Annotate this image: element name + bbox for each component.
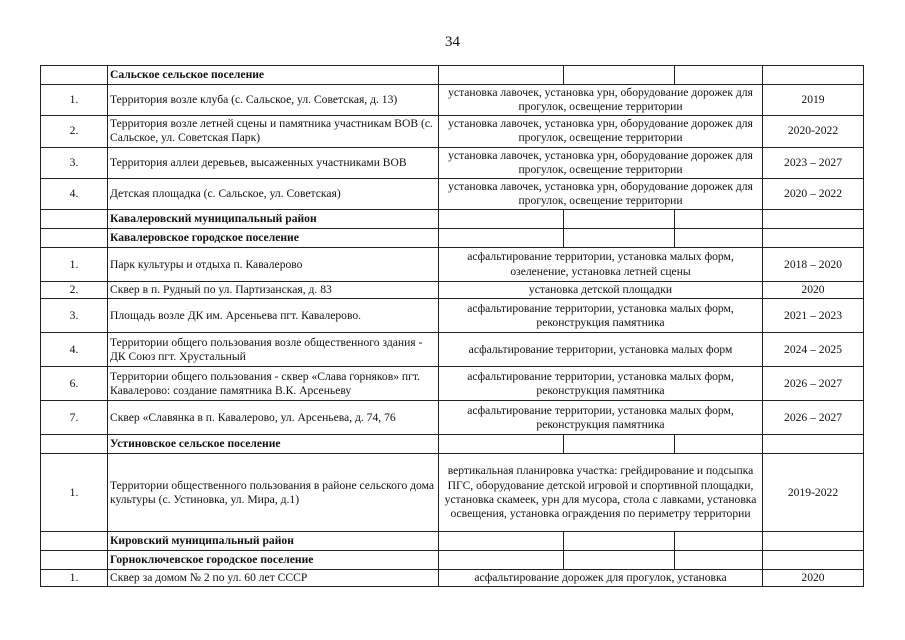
territory-name: Площадь возле ДК им. Арсеньева пгт. Кавалерово.: [108, 299, 439, 333]
empty-cell: [763, 66, 864, 85]
row-number-cell: [41, 229, 108, 248]
page-number: 34: [445, 34, 460, 50]
works-description: установка лавочек, установка урн, оборудование дорожек для прогулок, освещение территории: [439, 116, 763, 147]
territory-name: Сквер за домом № 2 по ул. 60 лет СССР: [108, 570, 439, 587]
territory-name: Территории общественного пользования в районе сельского дома культуры (с. Устиновка, ул. Мира, д.1): [108, 454, 439, 532]
row-number: 1.: [41, 454, 108, 532]
section-title: Сальское сельское поселение: [108, 66, 439, 85]
empty-cell: [675, 551, 763, 570]
territory-name: Территории общего пользования - сквер «Слава горняков» пгт. Кавалерово: создание памятника В.К. Арсеньеву: [108, 367, 439, 401]
section-row: [41, 229, 864, 248]
row-number: 1.: [41, 570, 108, 587]
implementation-years: 2020: [763, 570, 864, 587]
implementation-years: 2026 – 2027: [763, 367, 864, 401]
row-number: 2.: [41, 282, 108, 299]
empty-cell: [564, 551, 675, 570]
section-row: [41, 210, 864, 229]
table-row: [41, 570, 864, 587]
section-title: Кавалеровский муниципальный район: [108, 210, 439, 229]
empty-cell: [439, 210, 564, 229]
empty-cell: [439, 532, 564, 551]
implementation-years: 2024 – 2025: [763, 333, 864, 367]
territory-name: Территория возле клуба (с. Сальское, ул. Советская, д. 13): [108, 85, 439, 116]
implementation-years: 2026 – 2027: [763, 401, 864, 435]
row-number: 4.: [41, 178, 108, 209]
territory-name: Территории общего пользования возле общественного здания - ДК Союз пгт. Хрустальный: [108, 333, 439, 367]
table-row: [41, 248, 864, 282]
empty-cell: [763, 210, 864, 229]
section-row: [41, 435, 864, 454]
row-number-cell: [41, 532, 108, 551]
implementation-years: 2020 – 2022: [763, 178, 864, 209]
section-title: Кировский муниципальный район: [108, 532, 439, 551]
row-number-cell: [41, 435, 108, 454]
row-number: 3.: [41, 147, 108, 178]
empty-cell: [439, 66, 564, 85]
section-row: [41, 66, 864, 85]
territory-name: Детская площадка (с. Сальское, ул. Советская): [108, 178, 439, 209]
works-description: асфальтирование территории, установка малых форм, озеленение, установка летней сцены: [439, 248, 763, 282]
row-number: 7.: [41, 401, 108, 435]
empty-cell: [675, 435, 763, 454]
improvement-table: [40, 65, 864, 587]
table-row: [41, 333, 864, 367]
table-row: [41, 299, 864, 333]
implementation-years: 2019-2022: [763, 454, 864, 532]
empty-cell: [675, 532, 763, 551]
empty-cell: [564, 532, 675, 551]
row-number-cell: [41, 551, 108, 570]
empty-cell: [439, 435, 564, 454]
table-row: [41, 147, 864, 178]
table-row: [41, 116, 864, 147]
row-number-cell: [41, 210, 108, 229]
row-number: 3.: [41, 299, 108, 333]
empty-cell: [763, 229, 864, 248]
table-row: [41, 178, 864, 209]
empty-cell: [439, 229, 564, 248]
implementation-years: 2020-2022: [763, 116, 864, 147]
empty-cell: [564, 229, 675, 248]
works-description: асфальтирование территории, установка малых форм: [439, 333, 763, 367]
empty-cell: [675, 229, 763, 248]
empty-cell: [564, 210, 675, 229]
territory-name: Территория возле летней сцены и памятника участникам ВОВ (с. Сальское, ул. Советская Парк): [108, 116, 439, 147]
territory-name: Территория аллеи деревьев, высаженных участниками ВОВ: [108, 147, 439, 178]
row-number: 4.: [41, 333, 108, 367]
implementation-years: 2018 – 2020: [763, 248, 864, 282]
empty-cell: [564, 66, 675, 85]
implementation-years: 2023 – 2027: [763, 147, 864, 178]
section-row: [41, 532, 864, 551]
works-description: установка лавочек, установка урн, оборудование дорожек для прогулок, освещение территории: [439, 147, 763, 178]
works-description: установка детской площадки: [439, 282, 763, 299]
works-description: установка лавочек, установка урн, оборудование дорожек для прогулок, освещение территории: [439, 178, 763, 209]
works-description: асфальтирование территории, установка малых форм, реконструкция памятника: [439, 367, 763, 401]
row-number: 1.: [41, 85, 108, 116]
section-title: Горноключевское городское поселение: [108, 551, 439, 570]
implementation-years: 2020: [763, 282, 864, 299]
row-number: 1.: [41, 248, 108, 282]
territory-name: Сквер в п. Рудный по ул. Партизанская, д. 83: [108, 282, 439, 299]
empty-cell: [675, 210, 763, 229]
empty-cell: [763, 551, 864, 570]
territory-name: Парк культуры и отдыха п. Кавалерово: [108, 248, 439, 282]
section-row: [41, 551, 864, 570]
implementation-years: 2019: [763, 85, 864, 116]
table-row: [41, 367, 864, 401]
empty-cell: [439, 551, 564, 570]
empty-cell: [763, 532, 864, 551]
row-number: 2.: [41, 116, 108, 147]
section-title: Устиновское сельское поселение: [108, 435, 439, 454]
section-title: Кавалеровское городское поселение: [108, 229, 439, 248]
works-description: асфальтирование территории, установка малых форм, реконструкция памятника: [439, 401, 763, 435]
works-description: асфальтирование территории, установка малых форм, реконструкция памятника: [439, 299, 763, 333]
works-description: вертикальная планировка участка: грейдирование и подсыпка ПГС, оборудование детской игровой и спортивной площадки, установка скамеек, урн для мусора, стола с лавками, установка освещения, установка ограждения по периметру территории: [439, 454, 763, 532]
row-number-cell: [41, 66, 108, 85]
works-description: установка лавочек, установка урн, оборудование дорожек для прогулок, освещение территории: [439, 85, 763, 116]
table-row: [41, 401, 864, 435]
empty-cell: [564, 435, 675, 454]
table-row: [41, 454, 864, 532]
implementation-years: 2021 – 2023: [763, 299, 864, 333]
row-number: 6.: [41, 367, 108, 401]
works-description: асфальтирование дорожек для прогулок, установка: [439, 570, 763, 587]
territory-name: Сквер «Славянка в п. Кавалерово, ул. Арсеньева, д. 74, 76: [108, 401, 439, 435]
table-row: [41, 282, 864, 299]
empty-cell: [675, 66, 763, 85]
empty-cell: [763, 435, 864, 454]
table-row: [41, 85, 864, 116]
